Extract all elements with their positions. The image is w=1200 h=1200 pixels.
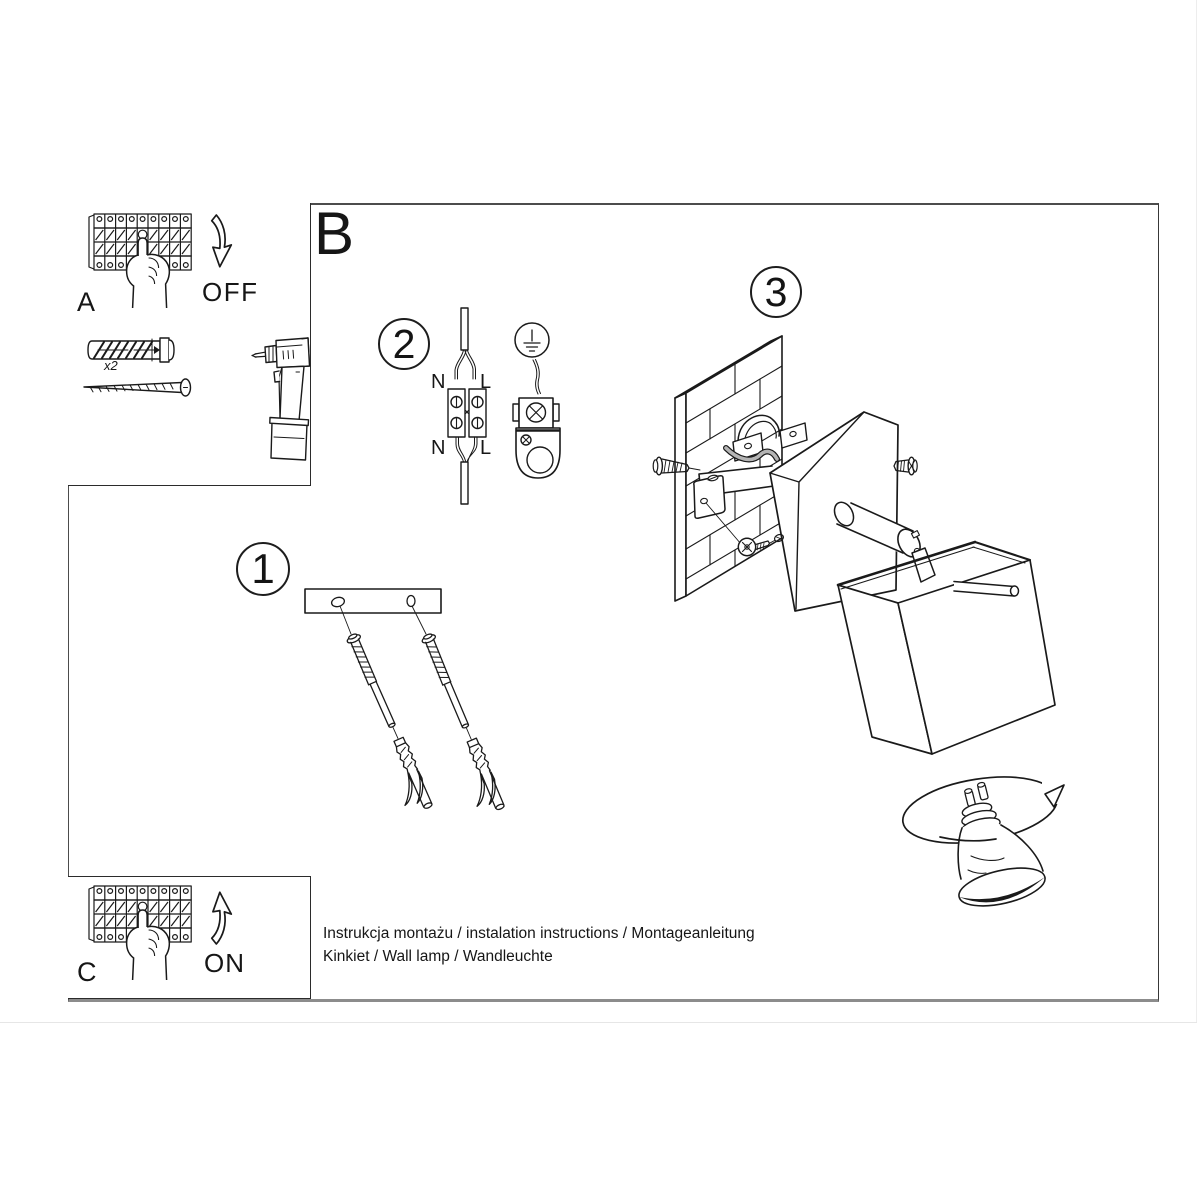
terminal-l-bottom-label: L [480, 437, 492, 459]
mains-cable-icon [456, 437, 477, 504]
page-edge-line [1196, 0, 1197, 1022]
earth-clamp-icon [513, 398, 560, 478]
step-3-badge: 3 [750, 266, 802, 318]
earth-symbol-icon [515, 323, 549, 357]
step-2-badge: 2 [378, 318, 430, 370]
anchor-quantity-label: x2 [104, 358, 118, 373]
on-arrow-icon [212, 892, 232, 944]
tools-illustration [68, 325, 310, 485]
mains-cable-icon [455, 308, 476, 379]
mounting-screw-icon [84, 379, 191, 396]
mounting-plate-diagram [300, 585, 520, 835]
page-edge-line [0, 1022, 1197, 1023]
terminal-block-icon [448, 389, 486, 437]
footer-instructions-line: Instrukcja montażu / instalation instructions / Montageanleitung [323, 925, 755, 942]
section-b-label: B [314, 200, 355, 267]
terminal-l-top-label: L [480, 371, 492, 393]
step-a-illustration [68, 203, 310, 325]
lamp-shade-illustration [838, 542, 1055, 754]
off-label: OFF [202, 277, 259, 307]
screw-anchor-assembly [333, 632, 435, 816]
step-1-badge: 1 [236, 542, 290, 596]
wall-anchor-icon [88, 338, 174, 362]
footer-product-line: Kinkiet / Wall lamp / Wandleuchte [323, 948, 553, 965]
terminal-n-bottom-label: N [431, 437, 446, 459]
wiring-diagram [420, 300, 590, 510]
step-c-label: C [77, 957, 97, 987]
earth-wire-icon [533, 360, 541, 395]
mounting-plate-icon [305, 589, 441, 613]
off-arrow-icon [212, 215, 232, 267]
on-label: ON [204, 948, 245, 978]
gu10-bulb-illustration [955, 782, 1048, 913]
step-a-label: A [77, 287, 96, 317]
installation-illustration [640, 320, 1100, 920]
step-c-illustration [68, 876, 310, 997]
power-drill-icon [252, 338, 310, 460]
terminal-n-top-label: N [431, 371, 446, 393]
